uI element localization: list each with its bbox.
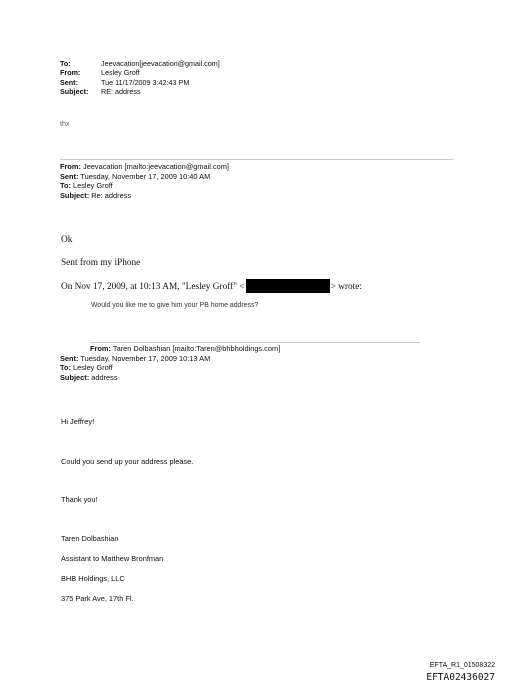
header-sent-row <box>60 78 220 87</box>
email-header-latest <box>60 59 220 96</box>
header-subject-row <box>60 191 229 201</box>
attribution-wrote: > wrote: <box>330 282 362 292</box>
from-value: Jeevacation [mailto:jeevacation@gmail.com] <box>83 162 229 171</box>
header-sent-row <box>60 354 280 364</box>
to-label: To: <box>60 363 71 373</box>
to-value: Jeevacation[jeevacation@gmail.com] <box>101 59 220 68</box>
greeting: Hi Jeffrey! <box>61 417 95 426</box>
header-to-row <box>60 181 229 191</box>
header-sent-row <box>60 172 229 182</box>
signature-company: BHB Holdings, LLC <box>61 574 125 583</box>
subject-value: RE: address <box>101 86 141 96</box>
to-label: To: <box>60 181 71 191</box>
redaction-box <box>246 279 330 293</box>
quoted-question: Would you like me to give him your PB home address? <box>91 302 259 309</box>
bates-number-1: EFTA_R1_01508322 <box>429 662 495 669</box>
from-value: Taren Dolbashian [mailto:Taren@bhbholdings.com] <box>112 344 281 353</box>
subject-label: Subject: <box>60 86 89 96</box>
signature-address: 375 Park Ave, 17th Fl. <box>61 594 134 603</box>
reply-ok: Ok <box>61 235 73 245</box>
reply-thx: thx <box>60 121 70 128</box>
header-subject-row <box>60 373 280 383</box>
header-from-row <box>60 344 280 354</box>
header-subject-row <box>60 87 220 96</box>
signature-title: Assistant to Matthew Bronfman <box>61 554 164 563</box>
header-from-row <box>60 68 220 77</box>
subject-label: Subject: <box>60 372 90 382</box>
to-value: Lesley Groff <box>73 181 113 191</box>
attribution-text: On Nov 17, 2009, at 10:13 AM, "Lesley Groff" < <box>61 282 245 292</box>
quote-attribution <box>61 279 362 293</box>
email-header-taren <box>60 344 280 382</box>
separator-rule <box>90 342 420 343</box>
from-label: From: <box>90 344 111 353</box>
sent-value: Tue 11/17/2009 3:42:43 PM <box>101 77 190 87</box>
iphone-signature: Sent from my iPhone <box>61 258 141 268</box>
subject-value: address <box>91 372 118 382</box>
bates-number-2: EFTA02436027 <box>426 672 495 683</box>
signature-name: Taren Dolbashian <box>61 534 119 543</box>
header-from-row <box>60 162 229 172</box>
to-value: Lesley Groff <box>73 363 113 373</box>
subject-value: Re: address <box>91 190 132 200</box>
sent-label: Sent: <box>60 353 79 363</box>
header-to-row <box>60 363 280 373</box>
request-text: Could you send up your address please. <box>61 457 194 466</box>
email-header-jeevacation <box>60 162 229 200</box>
from-label: From: <box>60 68 81 78</box>
to-label: To: <box>60 59 71 68</box>
sent-value: Tuesday, November 17, 2009 10:13 AM <box>80 353 211 363</box>
thanks-text: Thank you! <box>61 495 98 504</box>
subject-label: Subject: <box>60 190 90 200</box>
header-to-row <box>60 59 220 68</box>
sent-label: Sent: <box>60 171 79 181</box>
sent-label: Sent: <box>60 77 78 87</box>
from-label: From: <box>60 162 81 171</box>
sent-value: Tuesday, November 17, 2009 10:40 AM <box>80 171 211 181</box>
separator-rule <box>60 159 453 160</box>
from-value: Lesley Groff <box>101 68 140 78</box>
